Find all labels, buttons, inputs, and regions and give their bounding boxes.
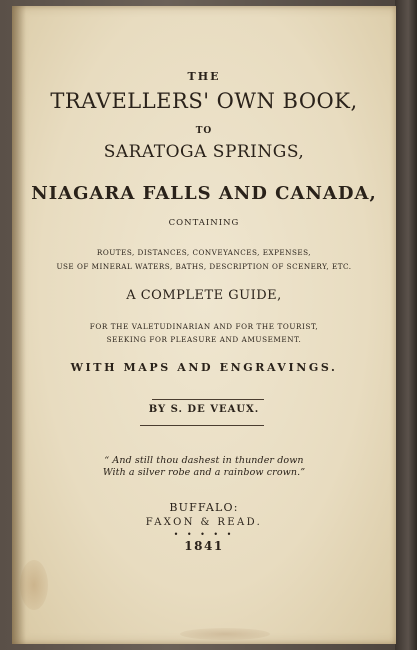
cover-edge: [395, 0, 417, 650]
title-article: THE: [187, 70, 221, 83]
foxing-stain: [180, 628, 270, 640]
audience-line-2: SEEKING FOR PLEASURE AND AMUSEMENT.: [106, 335, 302, 344]
book-title: TRAVELLERS' OWN BOOK,: [50, 89, 358, 113]
maps-line: WITH MAPS AND ENGRAVINGS.: [70, 361, 338, 374]
contents-line-2: USE OF MINERAL WATERS, BATHS, DESCRIPTION OF SCENERY, ETC.: [56, 262, 352, 271]
author-line: BY S. DE VEAUX.: [148, 404, 260, 415]
contents-line-1: ROUTES, DISTANCES, CONVEYANCES, EXPENSES,: [96, 248, 312, 257]
foxing-stain: [20, 560, 48, 610]
divider-rule-bottom: [140, 425, 264, 426]
imprint-city: BUFFALO:: [169, 501, 239, 514]
guide-heading: A COMPLETE GUIDE,: [126, 288, 282, 303]
divider-rule-top: [152, 399, 264, 400]
imprint-year: 1841: [184, 539, 224, 553]
audience-line-1: FOR THE VALETUDINARIAN AND FOR THE TOURIST,: [89, 322, 319, 331]
title-connector: TO: [195, 126, 213, 136]
subtitle-saratoga: SARATOGA SPRINGS,: [103, 142, 305, 162]
epigraph-line-1: “ And still thou dashest in thunder down: [104, 455, 304, 466]
ornament-dots: • • • • •: [173, 530, 235, 539]
imprint-publisher: FAXON & READ.: [145, 517, 263, 528]
subtitle-niagara: NIAGARA FALLS AND CANADA,: [31, 183, 377, 204]
epigraph-line-2: With a silver robe and a rainbow crown.”: [102, 467, 306, 478]
containing-label: CONTAINING: [168, 218, 240, 228]
